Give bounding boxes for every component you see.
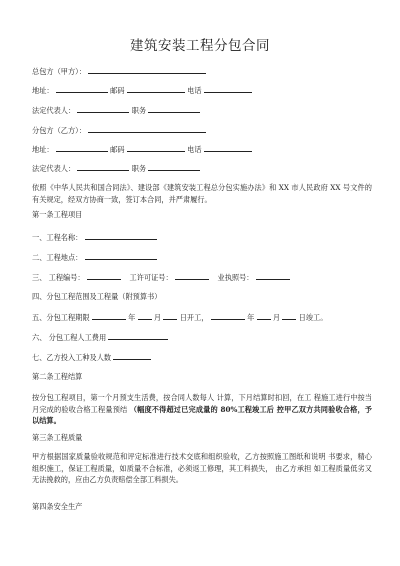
position-label: 职务 <box>131 164 147 173</box>
item7-blank <box>113 352 151 360</box>
item3-label-b: 工许可证号： <box>129 273 173 282</box>
item1-blank <box>85 232 157 240</box>
item3-blank-b <box>175 272 209 280</box>
party-a-address-line <box>32 85 372 96</box>
article1-title: 第一条工程项目 <box>32 210 83 219</box>
year-label: 年 <box>247 313 255 322</box>
phone-blank <box>204 144 252 152</box>
item4-line <box>32 292 372 302</box>
item4-label: 四、分包工程范围及工程量（附预算书） <box>32 292 162 301</box>
item5-line <box>32 312 372 323</box>
start-label: 日开工， <box>179 313 209 322</box>
article4-title: 第四条安全生产 <box>32 502 83 511</box>
item5-year-blank-2 <box>211 312 245 320</box>
item5-day-blank-1 <box>163 312 177 320</box>
address-blank <box>56 85 108 93</box>
article3-title: 第三条工程质量 <box>32 433 83 442</box>
position-blank <box>148 163 200 171</box>
postcode-blank <box>127 85 185 93</box>
article2-bold-text: （幅度不得超过已完成量的 80%工程竣工后 控甲乙双方共同验收合格，予以结算。 <box>32 404 372 425</box>
article2-text: 按分包工程项目，第一个月预支生活费，按合同人数每人 计算，下月结算时扣回，在工 程施工进行中按当月完成的验收合格工程量预结 <box>32 393 372 414</box>
item3-line <box>32 272 372 283</box>
party-b-label: 分包方（乙方）： <box>32 126 86 135</box>
basis-paragraph: 依照《中华人民共和国合同法》、建设部《建筑安装工程总分包实施办法》和 XX 市人民政府 XX 号文件的有关规定，经双方协商一致，签订本合同，并严肃履行。 <box>32 183 372 204</box>
postcode-label: 邮码 <box>110 145 125 154</box>
party-b-legal-rep-line <box>32 163 372 174</box>
item7-line <box>32 352 372 363</box>
article2-title: 第二条工程结算 <box>32 372 83 381</box>
legal-rep-blank <box>77 163 129 171</box>
item3-label-a: 三、 工程编号： <box>32 273 85 282</box>
item1-line <box>32 232 372 243</box>
item3-blank-c <box>256 272 290 280</box>
item6-blank <box>108 332 168 340</box>
address-blank <box>56 144 108 152</box>
postcode-label: 邮码 <box>110 86 125 95</box>
party-b-line <box>32 125 372 136</box>
item3-label-c: 业执照号： <box>217 273 254 282</box>
phone-blank <box>204 85 252 93</box>
article2-paragraph <box>32 392 372 427</box>
party-a-line <box>32 66 372 77</box>
item6-line <box>32 332 372 343</box>
legal-rep-blank <box>77 105 129 113</box>
item1-label: 一、工程名称： <box>32 233 83 242</box>
item3-blank-a <box>87 272 121 280</box>
end-label: 日竣工。 <box>298 313 328 322</box>
phone-label: 电话 <box>187 86 202 95</box>
phone-label: 电话 <box>187 145 202 154</box>
document-title: 建筑安装工程分包合同 <box>130 38 270 54</box>
article3-paragraph: 甲方根据国家质量验收规范和评定标准进行技术交底和组织验收，乙方按照施工图纸和说明 书要求，精心组织施工，保证工程质量，如质量不合标准，必须返工修理，其工料损失， 由乙方承担 如工程质量低劣又无法挽救的，应由乙方负责赔偿全部工料损失。 <box>32 452 372 484</box>
item6-label: 六、 分包工程人工费用 <box>32 333 107 342</box>
item5-year-blank-1 <box>92 312 126 320</box>
party-a-legal-rep-line <box>32 105 372 116</box>
item5-day-blank-2 <box>282 312 296 320</box>
month-label: 月 <box>153 313 162 322</box>
item5-month-blank-2 <box>257 312 271 320</box>
year-label: 年 <box>128 313 136 322</box>
address-label: 地址： <box>32 145 54 154</box>
legal-rep-label: 法定代表人： <box>32 164 76 173</box>
party-b-blank <box>88 125 206 133</box>
party-a-blank <box>88 66 206 74</box>
item2-label: 二、工程地点： <box>32 253 83 262</box>
item7-label: 七、乙方投入工种及人数 <box>32 353 112 362</box>
item2-blank <box>85 252 157 260</box>
month-label: 月 <box>272 313 281 322</box>
party-b-address-line <box>32 144 372 155</box>
position-label: 职务 <box>131 106 147 115</box>
item2-line <box>32 252 372 263</box>
legal-rep-label: 法定代表人： <box>32 106 76 115</box>
item5-month-blank-1 <box>138 312 152 320</box>
party-a-label: 总包方（甲方）： <box>32 67 86 76</box>
address-label: 地址： <box>32 86 54 95</box>
position-blank <box>148 105 200 113</box>
item5-label: 五、分包工程期限 <box>32 313 90 322</box>
postcode-blank <box>127 144 185 152</box>
